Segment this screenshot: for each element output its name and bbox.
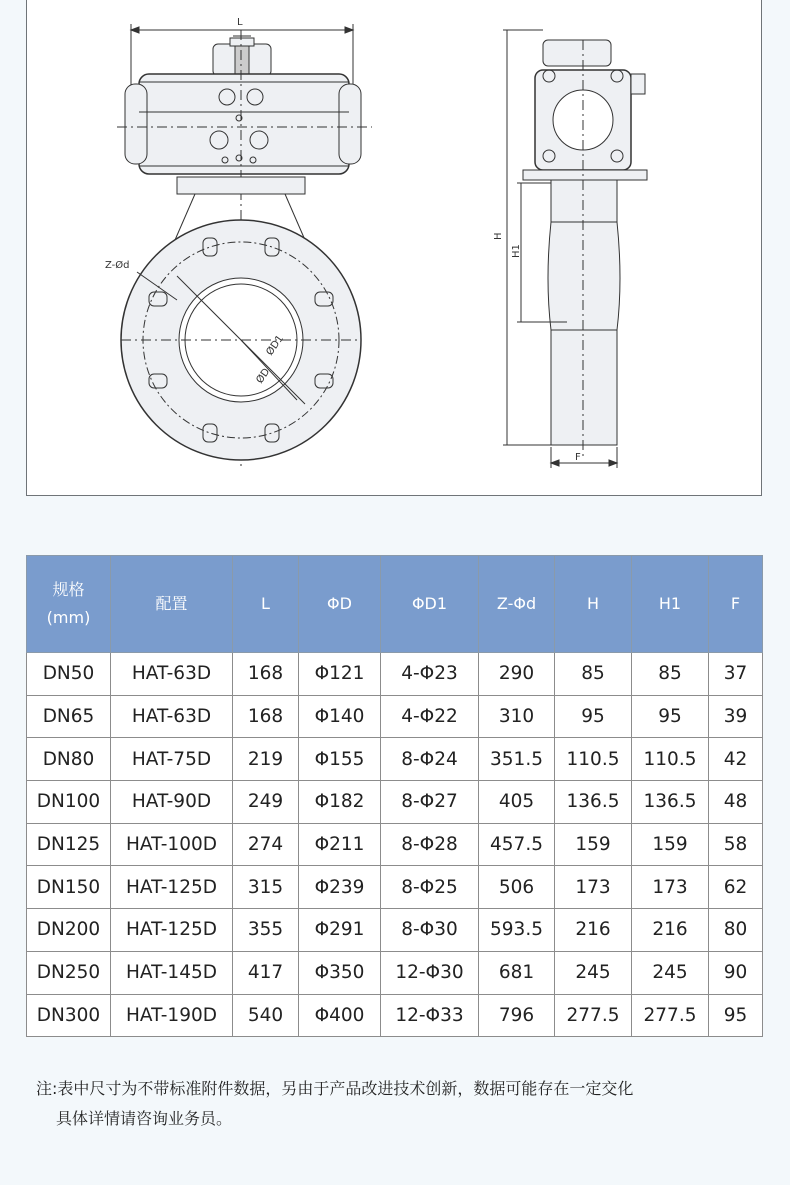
cell-h: 245 [555,951,632,994]
cell-z-phi-d: 593.5 [479,909,555,952]
cell-spec: DN80 [27,738,111,781]
cell-phi-d1: 12-Φ30 [381,951,479,994]
cell-h1: 110.5 [632,738,709,781]
table-row [27,866,763,909]
cell-l: 315 [233,866,299,909]
cell-config: HAT-145D [111,951,233,994]
cell-config: HAT-75D [111,738,233,781]
table-row [27,823,763,866]
cell-phi-d1: 8-Φ27 [381,781,479,824]
cell-phi-d: Φ239 [299,866,381,909]
cell-h: 159 [555,823,632,866]
cell-h1: 159 [632,823,709,866]
cell-h: 136.5 [555,781,632,824]
technical-drawing [26,0,762,496]
cell-f: 80 [709,909,763,952]
cell-phi-d: Φ350 [299,951,381,994]
header-spec-unit: (mm) [46,608,91,627]
cell-z-phi-d: 310 [479,695,555,738]
cell-phi-d1: 4-Φ23 [381,653,479,696]
cell-f: 37 [709,653,763,696]
cell-config: HAT-125D [111,866,233,909]
cell-spec: DN150 [27,866,111,909]
header-spec-label: 规格 [52,580,85,599]
cell-phi-d1: 12-Φ33 [381,994,479,1037]
table-row [27,994,763,1037]
cell-h1: 216 [632,909,709,952]
cell-f: 58 [709,823,763,866]
cell-phi-d: Φ211 [299,823,381,866]
header-config: 配置 [111,556,233,653]
cell-config: HAT-63D [111,695,233,738]
cell-f: 90 [709,951,763,994]
table-row [27,909,763,952]
dim-label-z-phi-d: Z-Ød [105,260,130,271]
cell-phi-d: Φ140 [299,695,381,738]
cell-h1: 173 [632,866,709,909]
cell-config: HAT-100D [111,823,233,866]
table-row [27,781,763,824]
cell-f: 95 [709,994,763,1037]
table-row [27,951,763,994]
header-spec [27,556,111,653]
cell-l: 274 [233,823,299,866]
cell-config: HAT-90D [111,781,233,824]
cell-z-phi-d: 405 [479,781,555,824]
cell-z-phi-d: 796 [479,994,555,1037]
footnote-line-1: 注:表中尺寸为不带标准附件数据，另由于产品改进技术创新，数据可能存在一定交化 [36,1079,634,1098]
cell-phi-d1: 8-Φ28 [381,823,479,866]
cell-f: 39 [709,695,763,738]
cell-spec: DN100 [27,781,111,824]
cell-h: 216 [555,909,632,952]
cell-config: HAT-63D [111,653,233,696]
footnote [36,1074,633,1134]
cell-config: HAT-190D [111,994,233,1037]
spec-table [26,555,763,1037]
cell-z-phi-d: 290 [479,653,555,696]
cell-h: 277.5 [555,994,632,1037]
cell-phi-d1: 8-Φ24 [381,738,479,781]
cell-phi-d: Φ291 [299,909,381,952]
cell-h: 110.5 [555,738,632,781]
cell-z-phi-d: 681 [479,951,555,994]
cell-phi-d: Φ400 [299,994,381,1037]
header-phi-d: ΦD [299,556,381,653]
cell-h1: 85 [632,653,709,696]
spec-table-wrapper [26,555,762,1037]
dim-label-phi-d1: ØD1 [264,333,287,358]
header-h: H [555,556,632,653]
header-phi-d1: ΦD1 [381,556,479,653]
cell-phi-d1: 8-Φ25 [381,866,479,909]
dim-label-f: F [575,452,581,463]
header-z-phi-d: Z-Φd [479,556,555,653]
cell-h: 95 [555,695,632,738]
cell-spec: DN125 [27,823,111,866]
cell-l: 219 [233,738,299,781]
cell-l: 168 [233,695,299,738]
cell-spec: DN250 [27,951,111,994]
cell-h1: 245 [632,951,709,994]
cell-z-phi-d: 351.5 [479,738,555,781]
dim-label-h: H [493,232,504,240]
cell-spec: DN50 [27,653,111,696]
cell-l: 417 [233,951,299,994]
header-h1: H1 [632,556,709,653]
table-row [27,695,763,738]
cell-phi-d: Φ155 [299,738,381,781]
cell-h: 85 [555,653,632,696]
dim-label-L: L [237,17,243,28]
table-row [27,653,763,696]
cell-phi-d: Φ182 [299,781,381,824]
dim-label-phi-d: ØD [254,366,273,386]
table-row [27,738,763,781]
cell-h1: 136.5 [632,781,709,824]
dim-label-h1: H1 [511,244,522,258]
cell-l: 540 [233,994,299,1037]
cell-phi-d: Φ121 [299,653,381,696]
cell-spec: DN200 [27,909,111,952]
cell-h1: 95 [632,695,709,738]
drawing-svg [27,0,763,496]
cell-l: 249 [233,781,299,824]
cell-l: 168 [233,653,299,696]
cell-h1: 277.5 [632,994,709,1037]
cell-f: 48 [709,781,763,824]
cell-z-phi-d: 457.5 [479,823,555,866]
cell-spec: DN65 [27,695,111,738]
cell-spec: DN300 [27,994,111,1037]
cell-f: 62 [709,866,763,909]
header-f: F [709,556,763,653]
header-l: L [233,556,299,653]
cell-phi-d1: 8-Φ30 [381,909,479,952]
table-header-row [27,556,763,653]
cell-l: 355 [233,909,299,952]
cell-z-phi-d: 506 [479,866,555,909]
table-body [27,653,763,1037]
footnote-line-2: 具体详情请咨询业务员。 [56,1109,233,1128]
cell-phi-d1: 4-Φ22 [381,695,479,738]
cell-h: 173 [555,866,632,909]
cell-f: 42 [709,738,763,781]
cell-config: HAT-125D [111,909,233,952]
